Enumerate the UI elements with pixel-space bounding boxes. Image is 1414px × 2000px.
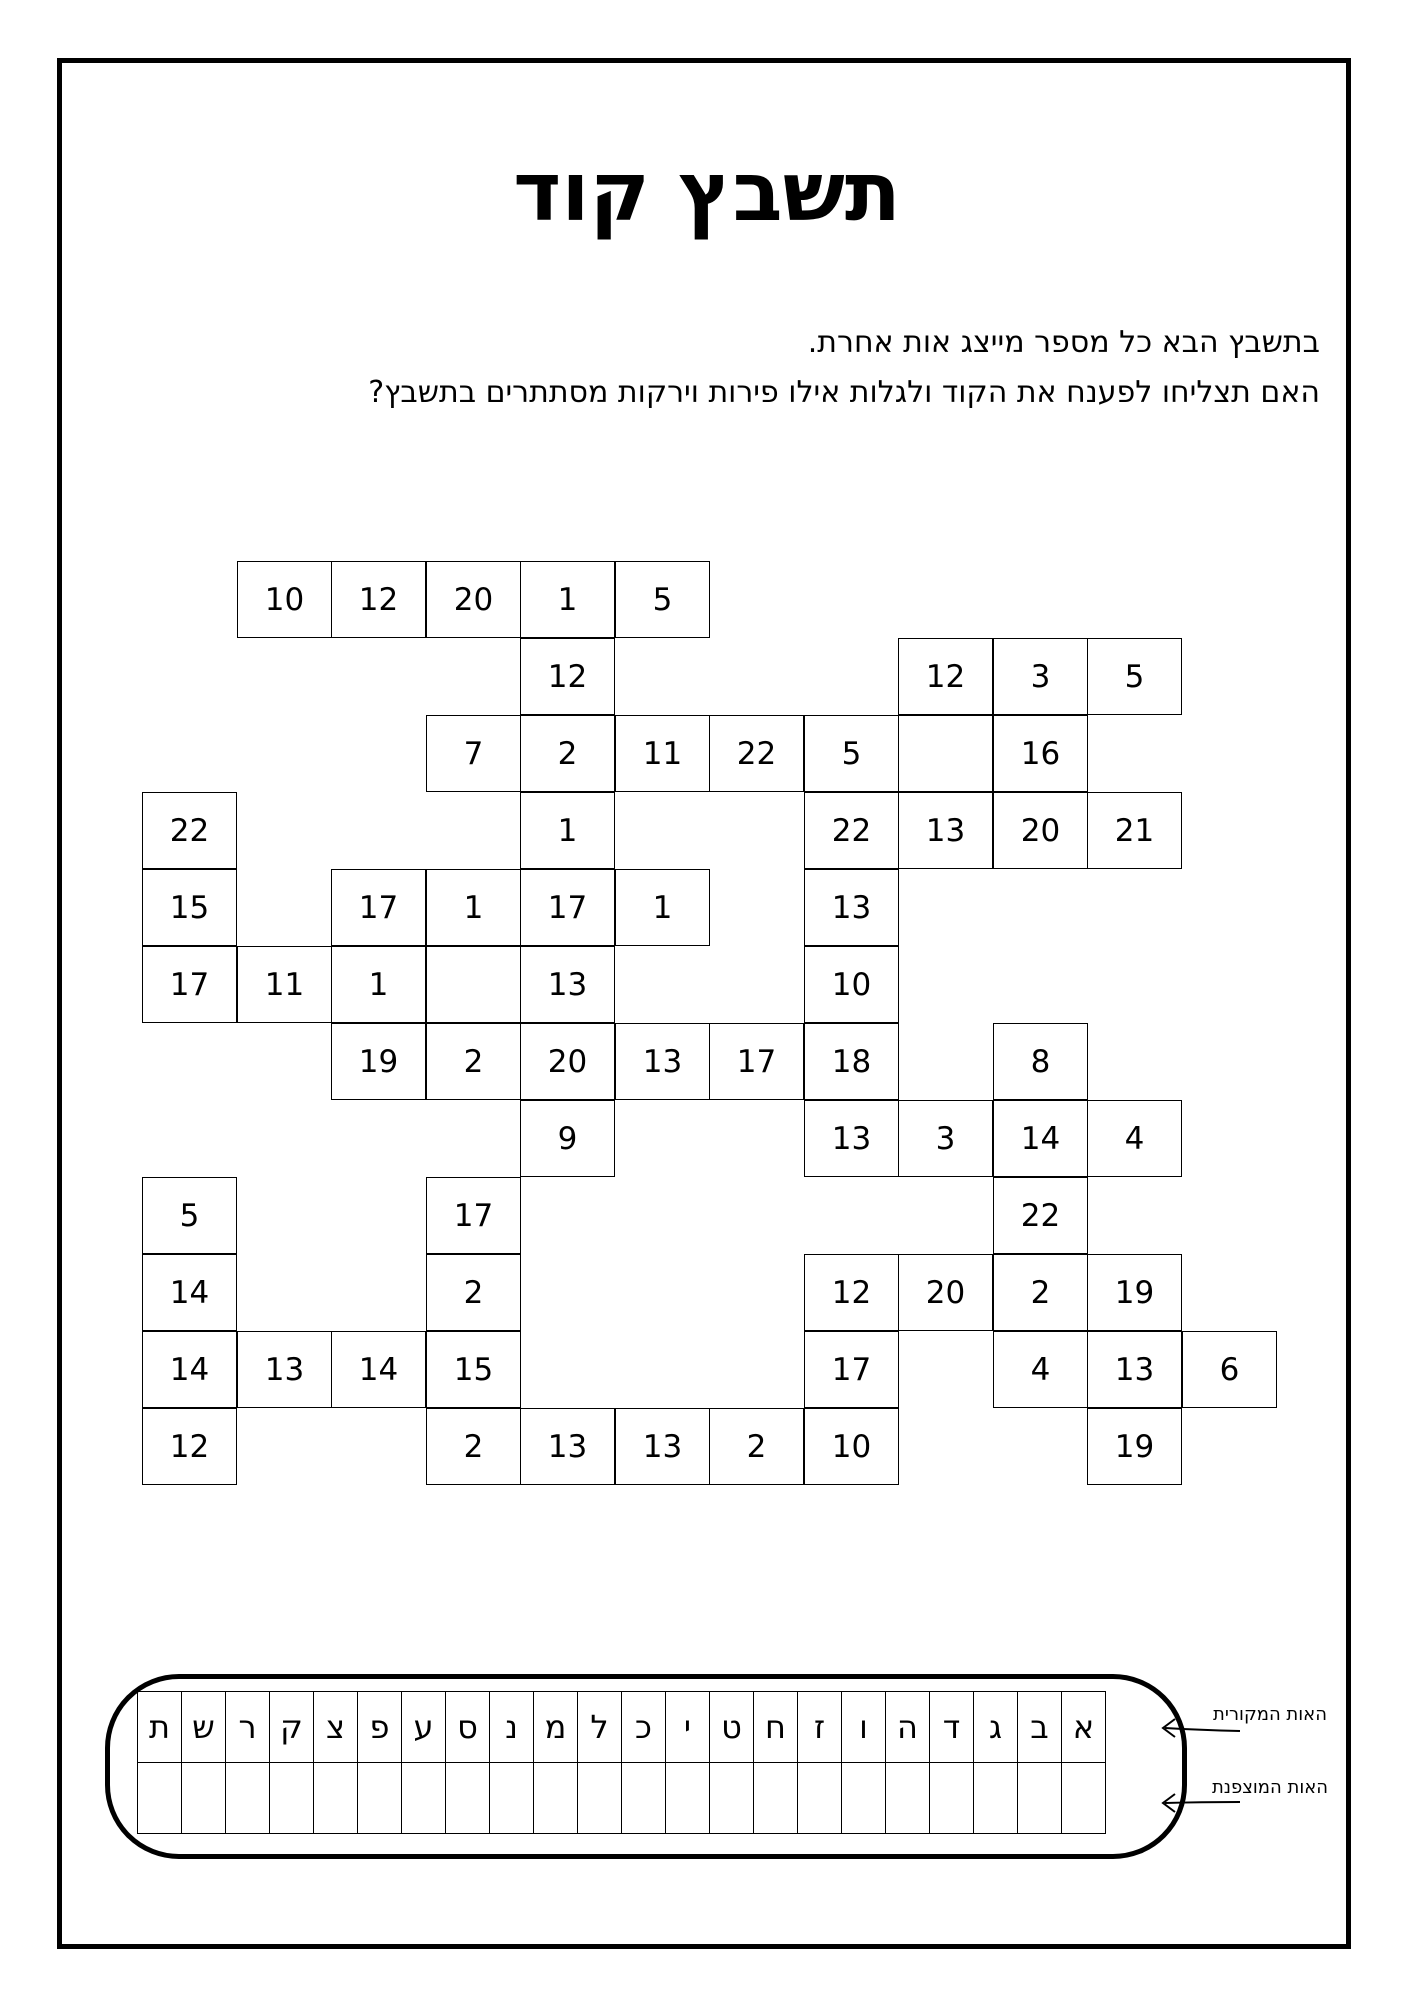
crossword-cell[interactable]: 2 <box>426 1023 521 1100</box>
key-original-letter: ס <box>446 1692 490 1763</box>
key-original-letter: ה <box>886 1692 930 1763</box>
crossword-cell[interactable]: 13 <box>520 946 615 1023</box>
crossword-cell[interactable]: 2 <box>520 715 615 792</box>
crossword-cell[interactable]: 13 <box>520 1408 615 1485</box>
crossword-cell[interactable]: 13 <box>898 792 993 869</box>
crossword-cell[interactable]: 6 <box>1182 1331 1277 1408</box>
arrow-original <box>1165 1728 1240 1731</box>
crossword-cell[interactable]: 14 <box>993 1100 1088 1177</box>
key-original-letter: ע <box>402 1692 446 1763</box>
crossword-cell[interactable]: 7 <box>426 715 521 792</box>
crossword-cell[interactable]: 12 <box>142 1408 237 1485</box>
instruction-line-1: בתשבץ הבא כל מספר מייצג אות אחרת. <box>807 325 1320 360</box>
crossword-cell[interactable]: 17 <box>142 946 237 1023</box>
crossword-cell[interactable]: 13 <box>1087 1331 1182 1408</box>
crossword-cell[interactable]: 17 <box>520 869 615 946</box>
crossword-cell[interactable]: 12 <box>520 638 615 715</box>
crossword-cell[interactable]: 10 <box>804 1408 899 1485</box>
crossword-cell[interactable]: 5 <box>142 1177 237 1254</box>
crossword-cell[interactable]: 4 <box>993 1331 1088 1408</box>
crossword-cell[interactable]: 17 <box>709 1023 804 1100</box>
crossword-cell[interactable]: 10 <box>237 561 332 638</box>
key-original-letter: נ <box>490 1692 534 1763</box>
key-original-letter: ח <box>754 1692 798 1763</box>
crossword-cell[interactable]: 5 <box>804 715 899 792</box>
encoded-letter-label: האות המוצפנת <box>1211 1777 1329 1798</box>
crossword-cell[interactable]: 20 <box>898 1254 993 1331</box>
crossword-cell[interactable]: 20 <box>520 1023 615 1100</box>
key-original-letter: מ <box>534 1692 578 1763</box>
crossword-cell[interactable]: 13 <box>237 1331 332 1408</box>
crossword-cell[interactable]: 14 <box>142 1331 237 1408</box>
key-original-letter: ז <box>798 1692 842 1763</box>
key-original-letter: א <box>1062 1692 1106 1763</box>
crossword-cell[interactable]: 2 <box>709 1408 804 1485</box>
crossword-cell[interactable]: 22 <box>709 715 804 792</box>
key-original-letter: ג <box>974 1692 1018 1763</box>
crossword-cell[interactable]: 17 <box>331 869 426 946</box>
crossword-cell[interactable]: 22 <box>993 1177 1088 1254</box>
crossword-cell[interactable]: 19 <box>1087 1408 1182 1485</box>
crossword-cell[interactable]: 19 <box>1087 1254 1182 1331</box>
original-letter-label: האות המקורית <box>1213 1704 1327 1725</box>
crossword-cell[interactable]: 1 <box>520 792 615 869</box>
key-original-letter: ש <box>182 1692 226 1763</box>
crossword-cell[interactable]: 15 <box>142 869 237 946</box>
crossword-cell[interactable]: 8 <box>993 1023 1088 1100</box>
page-title: תשבץ קוד <box>513 145 901 240</box>
key-original-letter: ט <box>710 1692 754 1763</box>
key-original-letter: צ <box>314 1692 358 1763</box>
key-original-letter: ק <box>270 1692 314 1763</box>
key-original-letter: ד <box>930 1692 974 1763</box>
key-original-letter: ר <box>226 1692 270 1763</box>
arrow-encoded <box>1165 1802 1240 1803</box>
crossword-cell[interactable]: 2 <box>426 1408 521 1485</box>
key-original-letter: ב <box>1018 1692 1062 1763</box>
crossword-cell[interactable]: 10 <box>804 946 899 1023</box>
crossword-cell[interactable]: 12 <box>898 638 993 715</box>
crossword-cell[interactable]: 12 <box>804 1254 899 1331</box>
crossword-cell[interactable]: 1 <box>331 946 426 1023</box>
crossword-cell[interactable]: 9 <box>520 1100 615 1177</box>
crossword-cell[interactable]: 11 <box>237 946 332 1023</box>
crossword-cell[interactable]: 20 <box>426 561 521 638</box>
crossword-cell[interactable]: 1 <box>520 561 615 638</box>
crossword-cell[interactable]: 14 <box>331 1331 426 1408</box>
crossword-cell[interactable]: 3 <box>993 638 1088 715</box>
crossword-cell[interactable]: 1 <box>615 869 710 946</box>
crossword-cell[interactable]: 15 <box>426 1331 521 1408</box>
crossword-cell[interactable]: 16 <box>993 715 1088 792</box>
crossword-cell[interactable]: 19 <box>331 1023 426 1100</box>
crossword-cell[interactable]: 5 <box>1087 638 1182 715</box>
crossword-cell[interactable]: 21 <box>1087 792 1182 869</box>
crossword-cell[interactable]: 3 <box>898 1100 993 1177</box>
key-original-letter: ת <box>138 1692 182 1763</box>
crossword-cell[interactable]: 18 <box>804 1023 899 1100</box>
crossword-cell[interactable]: 4 <box>1087 1100 1182 1177</box>
crossword-cell[interactable]: 13 <box>804 869 899 946</box>
key-original-letter: ל <box>578 1692 622 1763</box>
crossword-cell[interactable]: 13 <box>804 1100 899 1177</box>
crossword-cell[interactable]: 2 <box>426 1254 521 1331</box>
key-original-letter: י <box>666 1692 710 1763</box>
crossword-cell[interactable]: 20 <box>993 792 1088 869</box>
crossword-cell[interactable]: 17 <box>426 1177 521 1254</box>
instruction-line-2: האם תצליחו לפענח את הקוד ולגלות אילו פירות וירקות מסתתרים בתשבץ? <box>368 375 1320 410</box>
crossword-cell[interactable]: 5 <box>615 561 710 638</box>
key-original-letter: כ <box>622 1692 666 1763</box>
key-original-letter: פ <box>358 1692 402 1763</box>
crossword-cell[interactable]: 22 <box>142 792 237 869</box>
key-original-letter: ו <box>842 1692 886 1763</box>
crossword-cell[interactable]: 12 <box>331 561 426 638</box>
crossword-cell[interactable]: 2 <box>993 1254 1088 1331</box>
crossword-cell[interactable]: 13 <box>615 1408 710 1485</box>
crossword-cell[interactable]: 13 <box>615 1023 710 1100</box>
crossword-cell[interactable]: 17 <box>804 1331 899 1408</box>
crossword-cell[interactable]: 1 <box>426 869 521 946</box>
crossword-cell[interactable]: 14 <box>142 1254 237 1331</box>
crossword-cell[interactable]: 22 <box>804 792 899 869</box>
crossword-cell[interactable]: 11 <box>615 715 710 792</box>
